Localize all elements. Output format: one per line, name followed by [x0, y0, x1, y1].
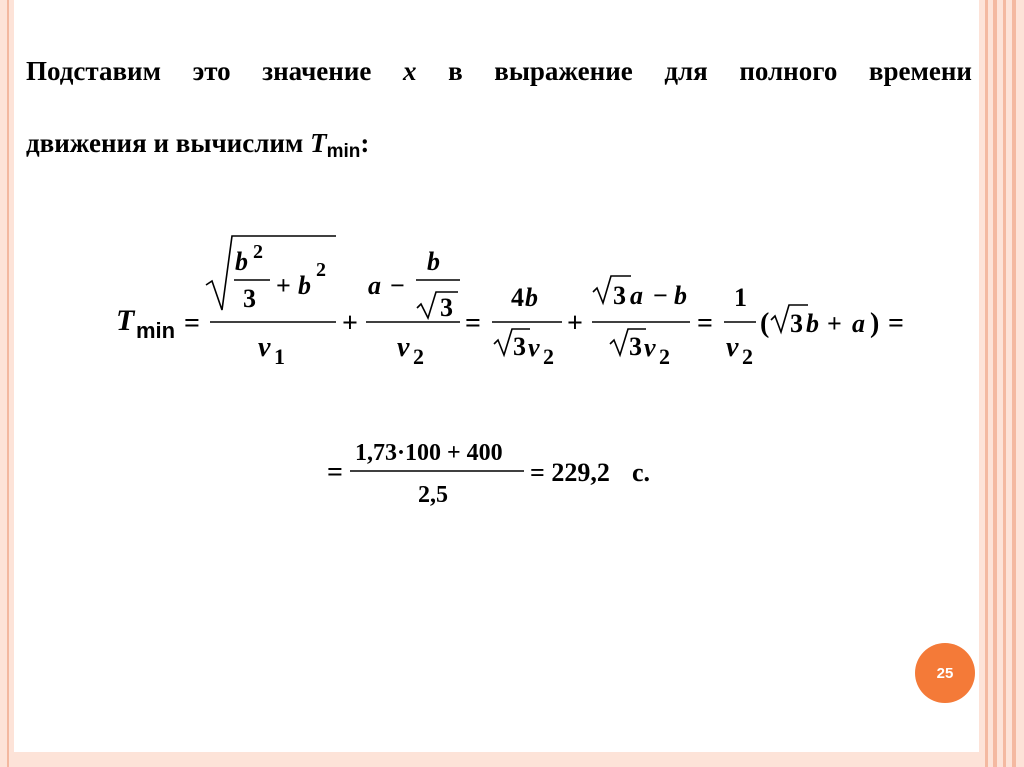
- var-b: b: [298, 271, 311, 300]
- var-b: b: [806, 309, 819, 338]
- equals-sign: =: [184, 308, 200, 339]
- var-v: v: [528, 333, 540, 362]
- var-a: a: [368, 271, 381, 300]
- left-paren: (: [760, 308, 770, 339]
- subscript: 2: [413, 344, 424, 369]
- subscript: 2: [543, 344, 554, 369]
- var-v: v: [258, 332, 271, 363]
- var-a: a: [630, 281, 643, 310]
- minus-sign: −: [390, 271, 405, 300]
- digit: 4: [511, 283, 524, 312]
- subscript-min: min: [326, 141, 361, 162]
- plus-sign: +: [827, 309, 842, 338]
- exponent: 2: [253, 241, 263, 263]
- text-span: в выражение для полного времени: [448, 56, 972, 86]
- t-subscript: min: [136, 318, 176, 343]
- numerator: 1,73·100 + 400: [355, 440, 503, 466]
- subscript: 2: [742, 344, 753, 369]
- var-v: v: [397, 332, 410, 363]
- subscript: 1: [274, 344, 285, 369]
- exponent: 2: [316, 259, 326, 281]
- t-symbol: T: [116, 304, 135, 337]
- equals-sign: =: [697, 308, 713, 339]
- slide-number-badge: [915, 643, 975, 703]
- text-span: движения и вычислим: [26, 128, 304, 158]
- result-value: = 229,2: [530, 458, 610, 487]
- plus-sign: +: [567, 308, 583, 339]
- colon: :: [360, 128, 370, 158]
- digit: 3: [513, 332, 526, 361]
- equation-1: [116, 236, 904, 369]
- plus-sign: +: [276, 271, 291, 300]
- variable-t: T: [310, 128, 327, 158]
- var-b: b: [525, 283, 538, 312]
- var-v: v: [726, 332, 739, 363]
- equals-sign: =: [327, 457, 343, 488]
- variable-x: x: [402, 56, 417, 86]
- digit: 3: [243, 284, 256, 313]
- digit: 1: [734, 283, 747, 312]
- right-paren: ): [870, 308, 880, 339]
- var-b: b: [235, 247, 248, 276]
- slide-number: 25: [936, 664, 954, 682]
- var-a: a: [852, 309, 865, 338]
- digit: 3: [629, 332, 642, 361]
- digit: 3: [440, 293, 453, 322]
- equation-2: [327, 440, 650, 508]
- var-b: b: [674, 281, 687, 310]
- denominator: 2,5: [418, 482, 448, 508]
- digit: 3: [613, 281, 626, 310]
- digit: 3: [790, 309, 803, 338]
- equals-sign: =: [888, 308, 904, 339]
- plus-sign: +: [342, 308, 358, 339]
- unit-label: с.: [632, 458, 651, 487]
- var-b: b: [427, 247, 440, 276]
- text-span: Подставим это значение: [26, 56, 372, 86]
- minus-sign: −: [653, 281, 668, 310]
- equals-sign: =: [465, 308, 481, 339]
- var-v: v: [644, 333, 656, 362]
- subscript: 2: [659, 344, 670, 369]
